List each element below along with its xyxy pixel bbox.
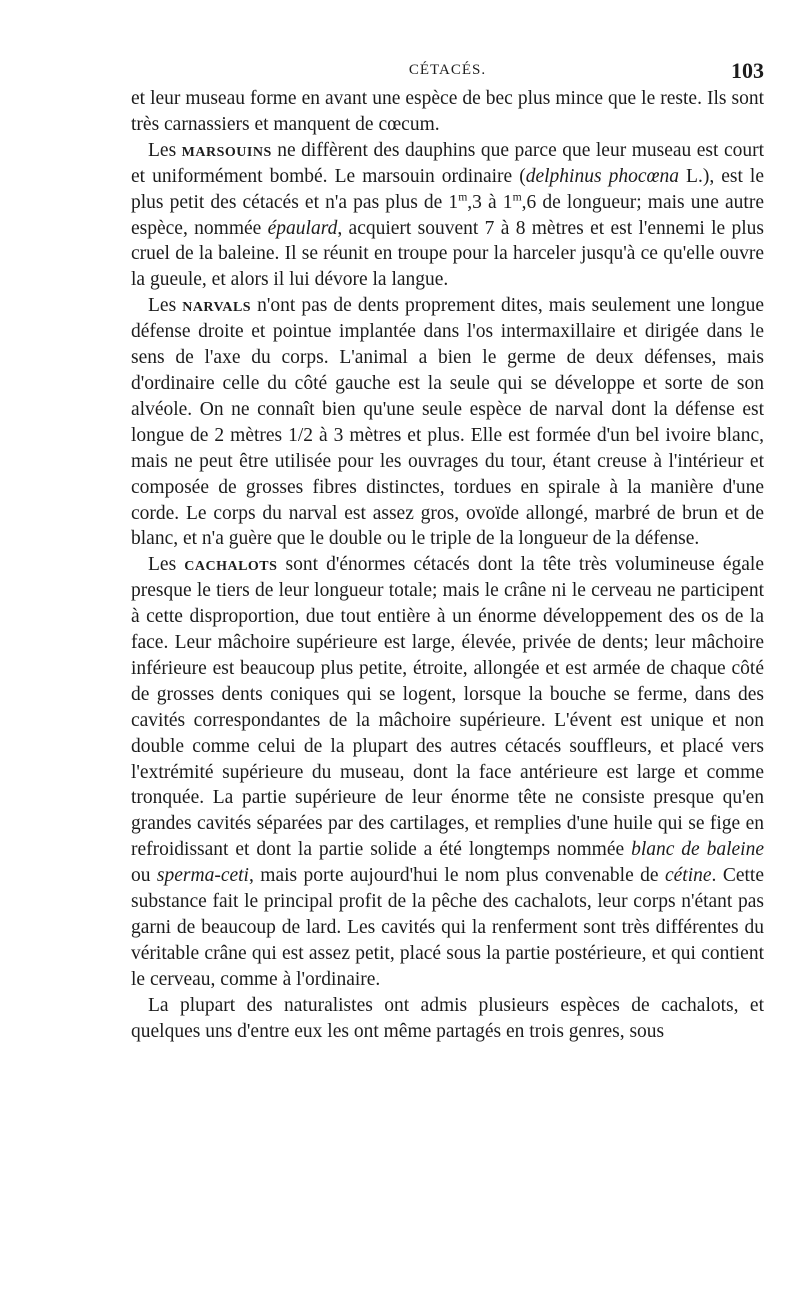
- term-epaulard: épaulard: [267, 217, 338, 239]
- paragraph-dauphins-end: et leur museau forme en avant une espèce de bec plus mince que le reste. Ils sont très carnassiers et manquent de cœcum.: [131, 88, 764, 135]
- term-blanc-de-baleine: blanc de baleine: [631, 839, 765, 861]
- paragraph-especes-cachalots: La plupart des naturalistes ont admis plusieurs espèces de cachalots, et quelques uns d'entre eux les ont même partagés en trois genres, sous: [131, 994, 764, 1042]
- page-body: [131, 86, 764, 1045]
- paragraph-cachalots: Les cachalots sont d'énormes cétacés dont la tête très volumineuse égale presque le tiers de leur longueur totale; mais le crâne ni le cerveau ne participent à cette disproportion, due tout entière à un énorme développement des os de la face. Leur mâchoire supérieure est large, élevée, privée de dents; leur mâchoire inférieure est beaucoup plus petite, étroite, allongée et est armée de chaque côté de grosses dents coniques qui se logent, lorsque la bouche se ferme, dans des cavités correspondantes de la mâchoire supérieure. L'évent est unique et non double comme celui de la plupart des autres cétacés souffleurs, et placé vers l'extrémité supérieure du museau, dont la face antérieure est large et comme tronquée. La partie supérieure de leur énorme tête ne consiste presque qu'en grandes cavités séparées par des cartilages, et remplies d'une huile qui se fige en refroidissant et dont la partie solide a été longtemps nommée blanc de baleine ou sperma-ceti, mais porte aujourd'hui le nom plus convenable de cétine. Cette substance fait le principal profit de la pêche des cachalots, leur corps n'étant pas garni de beaucoup de lard. Les cavités qui la renferment sont très différentes du véritable crâne qui est assez petit, placé sous la partie postérieure, et qui contient le cerveau, comme à l'ordinaire.: [131, 554, 765, 990]
- page-header: [131, 58, 764, 88]
- keyword-marsouins: marsouins: [181, 139, 272, 161]
- keyword-narvals: narvals: [182, 295, 252, 317]
- species-name: delphinus phocœna: [525, 165, 679, 187]
- term-cetine: cétine: [664, 865, 712, 887]
- paragraph-marsouins: Les marsouins ne diffèrent des dauphins que parce que leur museau est court et uniformément bombé. Le marsouin ordinaire (delphinus phocœna L.), est le plus petit des cétacés et n'a pas plus de 1$^m$,3 à 1$^m$,6 de longueur; mais une autre espèce, nommée épaulard, acquiert souvent 7 à 8 mètres et est l'ennemi le plus cruel de la baleine. Il se réunit en troupe pour la harceler jusqu'à ce qu'elle ouvre la gueule, et alors il lui dévore la langue.: [131, 139, 765, 291]
- term-sperma-ceti: sperma-ceti: [156, 865, 249, 887]
- keyword-cachalots: cachalots: [184, 554, 278, 576]
- paragraph-narvals: Les narvals n'ont pas de dents proprement dites, mais seulement une longue défense droite et pointue implantée dans l'os intermaxillaire et dirigée dans le sens de l'axe du corps. L'animal a bien le germe de deux défenses, mais d'ordinaire celle du côté gauche est la seule qui se développe et sorte de son alvéole. On ne connaît bien qu'une seule espèce de narval dont la défense est longue de 2 mètres 1/2 à 3 mètres et plus. Elle est formée d'un bel ivoire blanc, mais ne peut être utilisée pour les ouvrages du tour, étant creuse à l'intérieur et composée de grosses fibres distinctes, tordues en spirale à la manière d'une corde. Le corps du narval est assez gros, ovoïde allongé, marbré de brun et de blanc, et n'a guère que le double ou le triple de la longueur de la défense.: [131, 295, 764, 550]
- running-title: CÉTACÉS.: [408, 62, 487, 78]
- page-number: 103: [731, 58, 764, 83]
